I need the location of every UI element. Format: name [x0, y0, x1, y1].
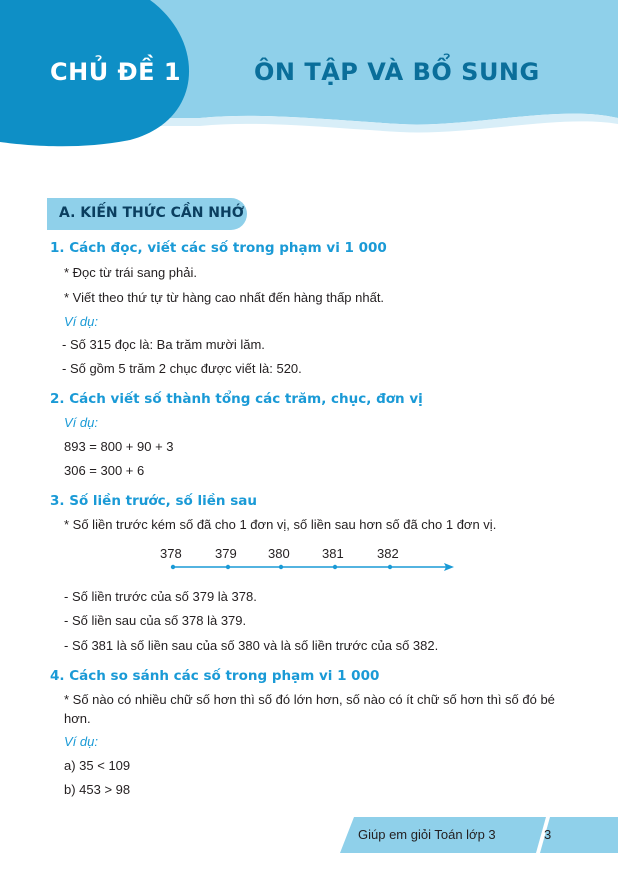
item-1-example-label: Ví dụ:: [64, 314, 98, 329]
item-3-line-3: - Số 381 là số liền sau của số 380 và là số liền trước của số 382.: [64, 638, 439, 653]
section-heading: [47, 198, 247, 230]
item-3-line-2: - Số liền sau của số 378 là 379.: [64, 613, 247, 628]
number-line-tick: [226, 565, 230, 569]
item-4-heading: 4. Cách so sánh các số trong phạm vi 1 000: [50, 668, 380, 684]
section-heading-label: A. KIẾN THỨC CẦN NHỚ: [59, 205, 244, 221]
number-line-label: 378: [160, 546, 182, 561]
item-3-line-1: - Số liền trước của số 379 là 378.: [64, 589, 257, 604]
number-line-tick: [279, 565, 283, 569]
chapter-title: ÔN TẬP VÀ BỔ SUNG: [254, 58, 540, 86]
footer-book-title: Giúp em giỏi Toán lớp 3: [358, 827, 496, 842]
item-3-heading: 3. Số liền trước, số liền sau: [50, 493, 257, 509]
item-4-bullet-1: * Số nào có nhiều chữ số hơn thì số đó lớn hơn, số nào có ít chữ số hơn thì số đó bé hơn.: [64, 692, 555, 726]
item-2-heading: 2. Cách viết số thành tổng các trăm, chục, đơn vị: [50, 391, 423, 407]
number-line-label: 381: [322, 546, 344, 561]
number-line-tick: [171, 565, 175, 569]
item-4-example-label: Ví dụ:: [64, 734, 98, 749]
number-line-label: 379: [215, 546, 237, 561]
number-line-tick: [333, 565, 337, 569]
item-1-line-2: - Số gồm 5 trăm 2 chục được viết là: 520.: [62, 361, 302, 376]
number-line-label: 380: [268, 546, 290, 561]
item-1-bullet-2: * Viết theo thứ tự từ hàng cao nhất đến hàng thấp nhất.: [64, 290, 385, 305]
item-2-example-label: Ví dụ:: [64, 415, 98, 430]
item-4-line-2: b) 453 > 98: [64, 782, 131, 797]
number-line-tick: [388, 565, 392, 569]
item-2-line-1: 893 = 800 + 90 + 3: [64, 439, 174, 454]
item-1-bullet-1: * Đọc từ trái sang phải.: [64, 265, 197, 280]
page-number: 3: [544, 827, 552, 842]
item-1-heading: 1. Cách đọc, viết các số trong phạm vi 1 000: [50, 240, 387, 256]
item-1-line-1: - Số 315 đọc là: Ba trăm mười lăm.: [62, 337, 265, 352]
number-line-label: 382: [377, 546, 399, 561]
number-line: [170, 560, 455, 574]
item-2-line-2: 306 = 300 + 6: [64, 463, 145, 478]
item-3-bullet-1: * Số liền trước kém số đã cho 1 đơn vị, số liền sau hơn số đã cho 1 đơn vị.: [64, 517, 497, 532]
chapter-label: CHỦ ĐỀ 1: [50, 58, 182, 86]
item-4-line-1: a) 35 < 109: [64, 758, 131, 773]
